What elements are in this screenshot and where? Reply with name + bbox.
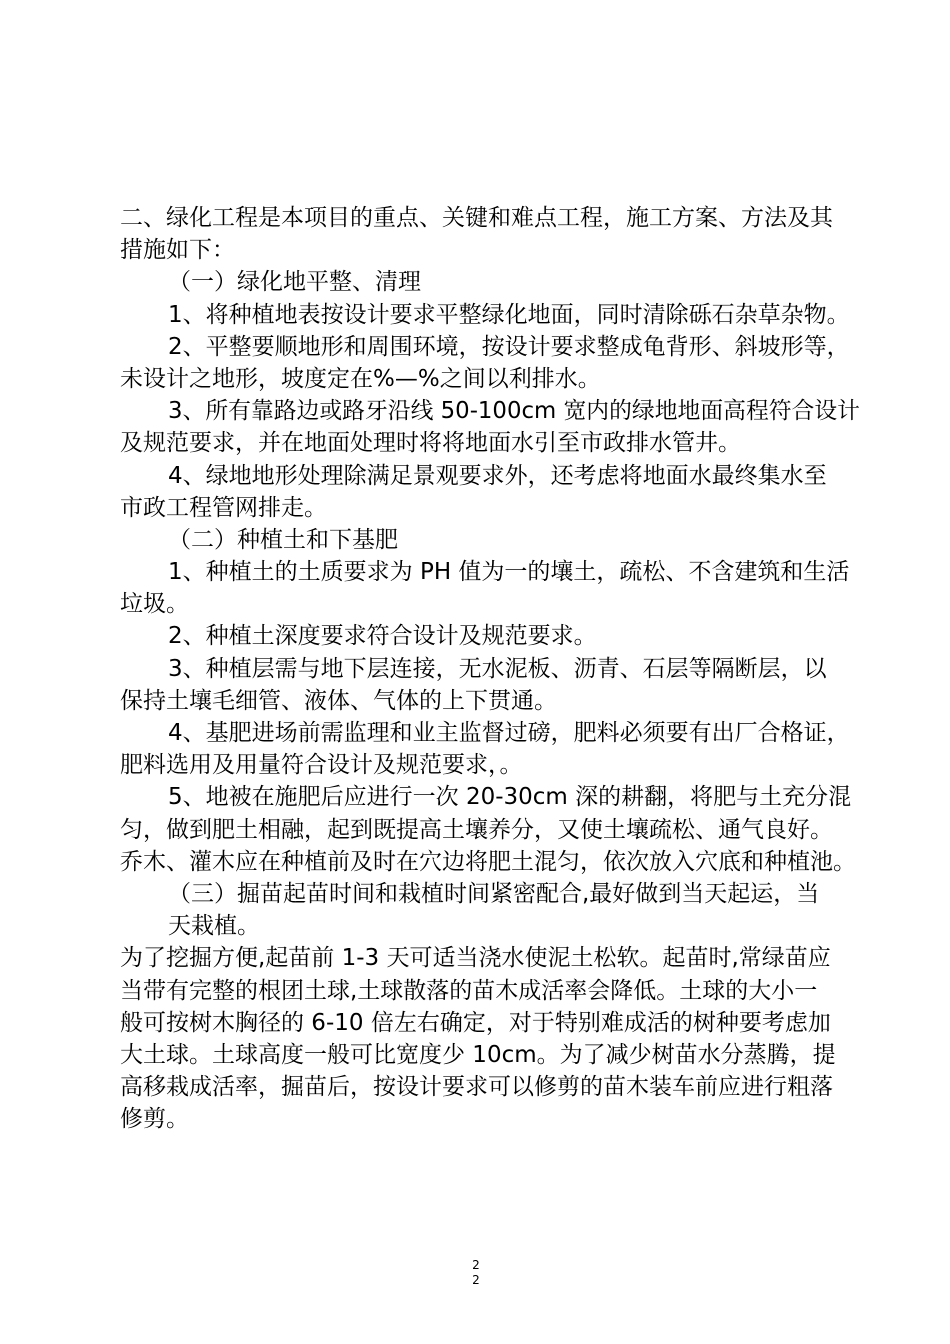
text-line: 3、所有靠路边或路牙沿线 50-100cm 宽内的绿地地面高程符合设计: [168, 398, 860, 425]
text-line: 4、绿地地形处理除满足景观要求外，还考虑将地面水最终集水至: [168, 462, 827, 489]
text-line: 匀，做到肥土相融，起到既提高土壤养分，又使土壤疏松、通气良好。: [120, 816, 833, 843]
text-line: 2、种植土深度要求符合设计及规范要求。: [168, 623, 597, 650]
page-number-repeat: 2: [472, 1273, 480, 1287]
text-line: 3、种植层需与地下层连接，无水泥板、沥青、石层等隔断层，以: [168, 655, 827, 682]
text-line: 5、地被在施肥后应进行一次 20-30cm 深的耕翻，将肥与土充分混: [168, 784, 852, 811]
page-number: 2: [472, 1258, 480, 1272]
text-line: 为了挖掘方便,起苗前 1-3 天可适当浇水使泥土松软。起苗时,常绿苗应: [120, 945, 831, 972]
text-line: 修剪。: [120, 1106, 189, 1133]
text-line: 4、基肥进场前需监理和业主监督过磅，肥料必须要有出厂合格证，: [168, 720, 850, 746]
text-line: 保持土壤毛细管、液体、气体的上下贯通。: [120, 687, 557, 714]
text-line: 未设计之地形，坡度定在%—%之间以利排水。: [120, 365, 601, 392]
text-line: 措施如下：: [120, 237, 235, 264]
document-body: [120, 202, 860, 1135]
text-line: 大土球。土球高度一般可比宽度少 10cm。为了减少树苗水分蒸腾，提: [120, 1041, 836, 1068]
text-line: 乔木、灌木应在种植前及时在穴边将肥土混匀，依次放入穴底和种植池。: [120, 848, 856, 875]
text-line: （三）掘苗起苗时间和栽植时间紧密配合,最好做到当天起运，当: [168, 880, 820, 907]
text-line: 市政工程管网排走。: [120, 494, 327, 521]
text-line: 般可按树木胸径的 6-10 倍左右确定，对于特别难成活的树种要考虑加: [120, 1009, 831, 1036]
text-line: 二、绿化工程是本项目的重点、关键和难点工程，施工方案、方法及其: [120, 205, 833, 231]
text-line: 当带有完整的根团土球,土球散落的苗木成活率会降低。土球的大小一: [120, 977, 818, 1004]
text-line: 2、平整要顺地形和周围环境，按设计要求整成龟背形、斜坡形等，: [168, 333, 850, 360]
text-line: （二）种植土和下基肥: [168, 526, 398, 553]
text-line: 1、将种植地表按设计要求平整绿化地面，同时清除砾石杂草杂物。: [168, 301, 850, 328]
text-line: 1、种植土的土质要求为 PH 值为一的壤土，疏松、不含建筑和生活: [168, 559, 850, 586]
text-line: 高移栽成活率，掘苗后，按设计要求可以修剪的苗木装车前应进行粗落: [120, 1074, 833, 1101]
text-line: 天栽植。: [168, 913, 260, 940]
text-line: 肥料选用及用量符合设计及规范要求，。: [120, 752, 523, 779]
text-line: （一）绿化地平整、清理: [168, 269, 421, 296]
text-line: 及规范要求，并在地面处理时将将地面水引至市政排水管井。: [120, 430, 741, 457]
text-line: 垃圾。: [120, 591, 189, 618]
